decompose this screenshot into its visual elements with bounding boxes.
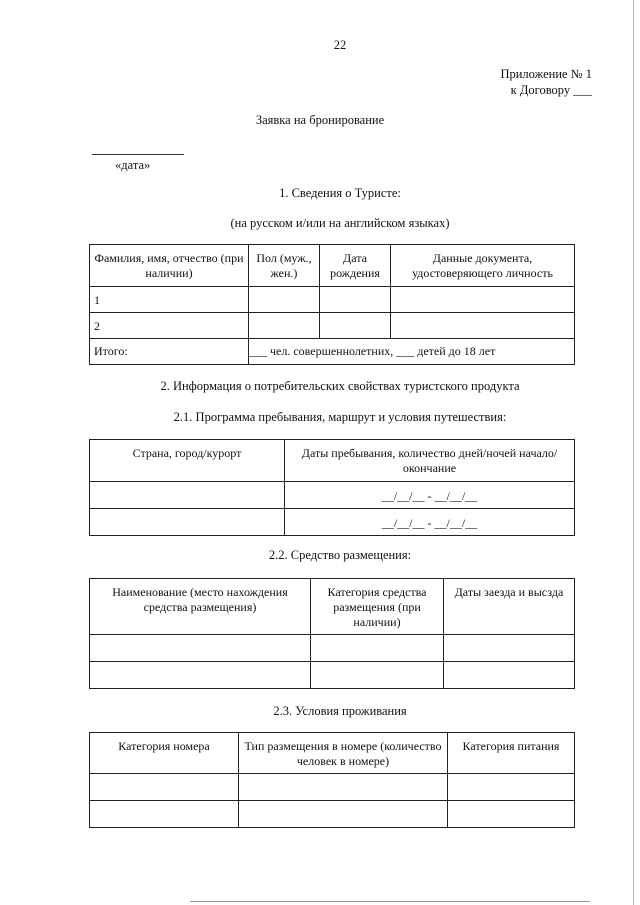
section1-heading: 1. Сведения о Туристе: (279, 186, 401, 200)
header-accommodation-category: Категория средства размещения (при наличии) (311, 579, 444, 635)
table-cell[interactable] (391, 313, 575, 339)
section1-subheading: (на русском и/или на английском языках) (230, 216, 450, 230)
table-cell[interactable] (249, 313, 320, 339)
tourist-table (89, 244, 575, 365)
table-cell[interactable] (90, 509, 285, 536)
header-checkin-dates: Даты заезда и высзда (444, 579, 575, 635)
table-cell[interactable] (391, 287, 575, 313)
section22-heading: 2.2. Средство размещения: (268, 548, 412, 562)
header-country: Страна, город/курорт (90, 440, 285, 482)
table-cell[interactable] (311, 662, 444, 689)
header-placement-type: Тип размещения в номере (количество человек в номере) (239, 733, 448, 774)
document-title: Заявка на бронирование (255, 113, 385, 127)
table-cell[interactable] (311, 635, 444, 662)
table-cell[interactable] (249, 287, 320, 313)
program-table (89, 439, 575, 536)
date-line (92, 154, 184, 155)
table-cell[interactable] (239, 801, 448, 828)
header-birthdate: Дата рождения (320, 245, 391, 287)
header-dates: Даты пребывания, количество дней/ночей начало/окончание (285, 440, 575, 482)
section23-heading: 2.3. Условия проживания (273, 704, 407, 718)
table-cell[interactable] (90, 635, 311, 662)
date-range-field[interactable]: __/__/__ - __/__/__ (285, 482, 575, 509)
table-cell[interactable] (448, 801, 575, 828)
total-text: ___ чел. совершеннолетних, ___ детей до 18 лет (249, 339, 575, 365)
appendix-line1: Приложение № 1 (500, 67, 592, 81)
total-label: Итого: (90, 339, 249, 365)
table-cell[interactable] (444, 635, 575, 662)
section2-heading: 2. Информация о потребительских свойствах туристского продукта (160, 379, 520, 393)
table-cell[interactable] (320, 313, 391, 339)
date-range-field[interactable]: __/__/__ - __/__/__ (285, 509, 575, 536)
table-cell[interactable] (90, 662, 311, 689)
table-cell[interactable] (444, 662, 575, 689)
header-meal-category: Категория питания (448, 733, 575, 774)
section21-heading: 2.1. Программа пребывания, маршрут и условия путешествия: (173, 410, 507, 424)
row-number: 2 (90, 313, 249, 339)
accommodation-table (89, 578, 575, 689)
page-edge (633, 0, 634, 905)
table-cell[interactable] (90, 801, 239, 828)
appendix-line2: к Договору ___ (510, 83, 592, 97)
table-cell[interactable] (239, 774, 448, 801)
living-conditions-table (89, 732, 575, 828)
header-fio: Фамилия, имя, отчество (при наличии) (90, 245, 249, 287)
table-cell[interactable] (90, 774, 239, 801)
header-accommodation-name: Наименование (место нахождения средства размещения) (90, 579, 311, 635)
table-cell[interactable] (90, 482, 285, 509)
row-number: 1 (90, 287, 249, 313)
header-sex: Пол (муж., жен.) (249, 245, 320, 287)
page-number: 22 (333, 38, 347, 52)
page-edge-bottom (190, 901, 590, 902)
header-document: Данные документа, удостоверяющего личность (391, 245, 575, 287)
table-cell[interactable] (320, 287, 391, 313)
table-cell[interactable] (448, 774, 575, 801)
appendix-note (440, 66, 592, 98)
date-label: «дата» (115, 158, 151, 172)
header-room-category: Категория номера (90, 733, 239, 774)
